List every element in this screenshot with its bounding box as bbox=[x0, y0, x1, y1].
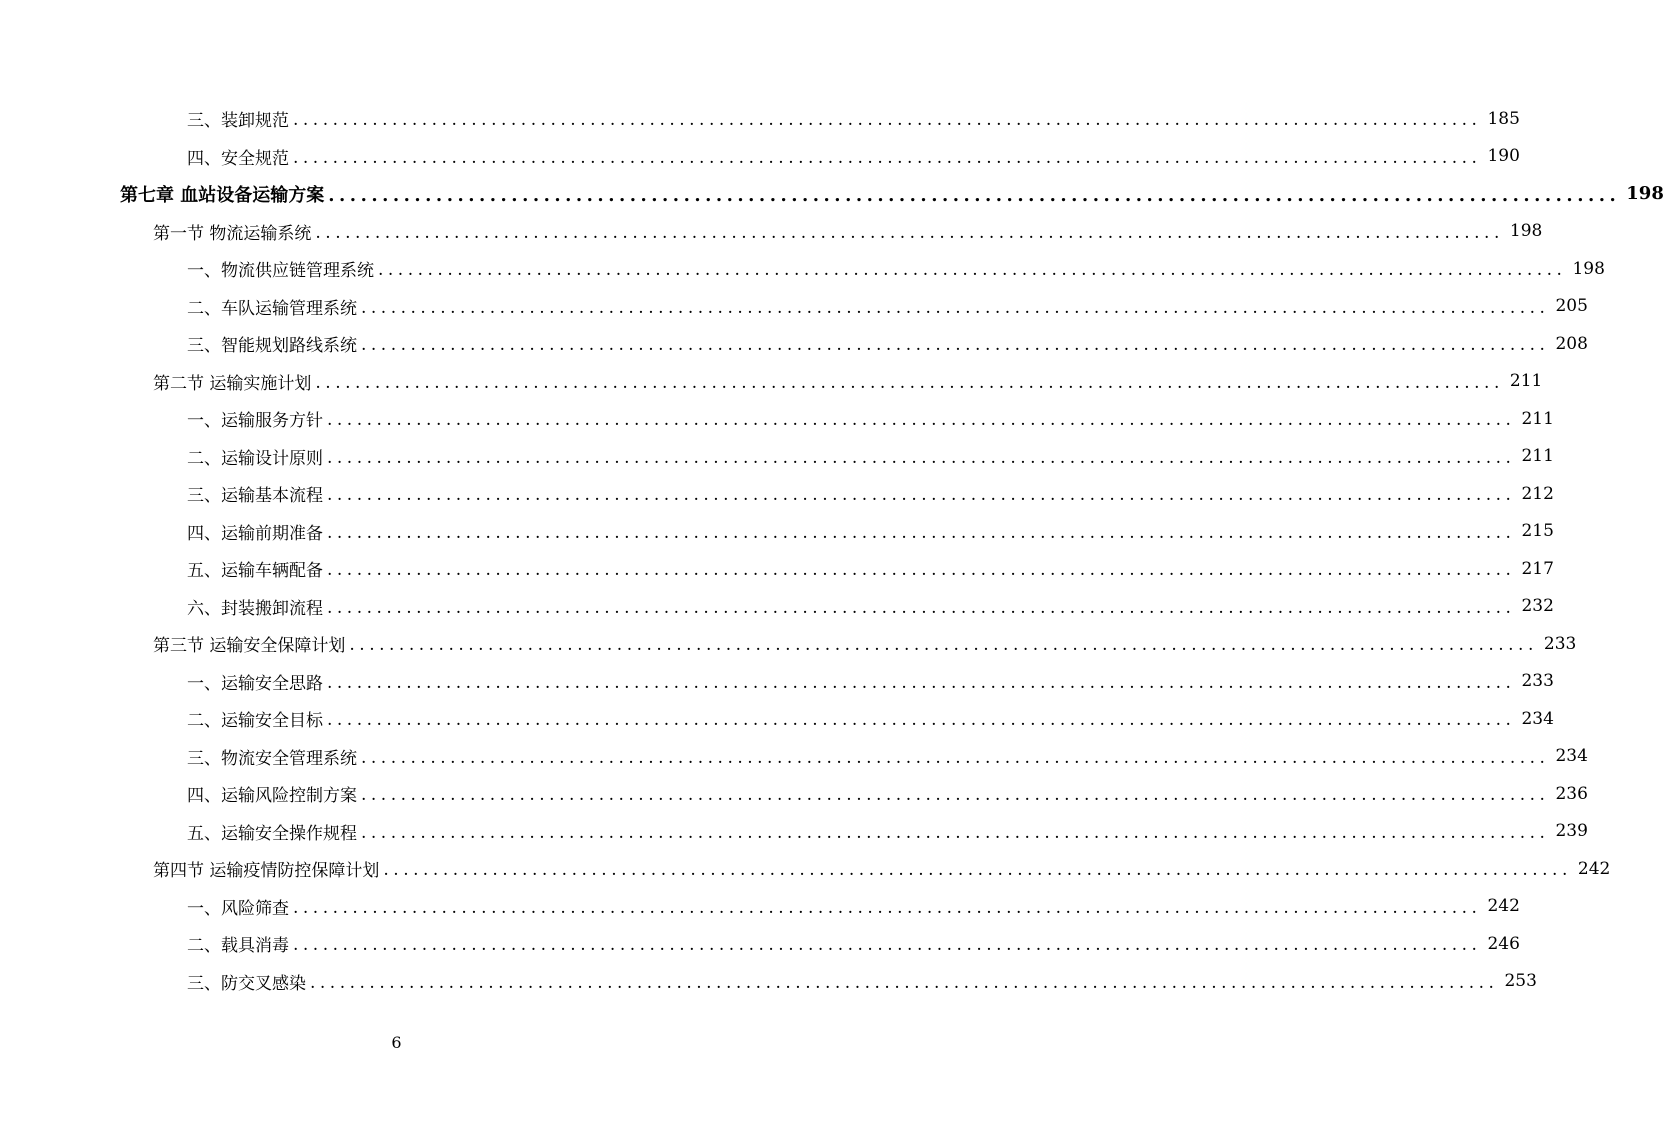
toc-dot-leader: ........................................................................................................................ bbox=[349, 635, 1538, 656]
toc-dot-leader: ........................................................................................................................ bbox=[327, 485, 1516, 506]
toc-entry-page-number: 242 bbox=[1487, 896, 1520, 917]
toc-entry-title: 四、运输前期准备 bbox=[187, 523, 323, 544]
toc-entry-item[interactable] bbox=[0, 925, 1520, 963]
toc-entry-section[interactable] bbox=[0, 625, 1577, 663]
toc-dot-leader: ........................................................................................................................ bbox=[327, 560, 1516, 581]
toc-dot-leader: ........................................................................................................................ bbox=[293, 110, 1482, 131]
toc-entry-item[interactable] bbox=[0, 588, 1554, 626]
toc-dot-leader: ........................................................................................................................ bbox=[361, 335, 1550, 356]
toc-entry-page-number: 242 bbox=[1577, 858, 1611, 879]
toc-entry-page-number: 211 bbox=[1521, 408, 1554, 429]
toc-entry-item[interactable] bbox=[0, 738, 1588, 776]
toc-entry-title: 四、运输风险控制方案 bbox=[187, 786, 357, 807]
toc-entry-page-number: 234 bbox=[1555, 746, 1588, 767]
toc-entry-page-number: 232 bbox=[1521, 596, 1554, 617]
toc-dot-leader: ........................................................................................................................ bbox=[293, 147, 1482, 168]
toc-entry-item[interactable] bbox=[0, 325, 1588, 363]
toc-entry-section[interactable] bbox=[0, 850, 1611, 888]
toc-entry-item[interactable] bbox=[0, 663, 1554, 701]
toc-dot-leader: ........................................................................................................................ bbox=[327, 597, 1516, 618]
toc-entry-page-number: 198 bbox=[1509, 221, 1543, 242]
toc-dot-leader: ........................................................................................................................ bbox=[293, 935, 1482, 956]
toc-entry-page-number: 205 bbox=[1555, 296, 1588, 317]
toc-entry-item[interactable] bbox=[0, 438, 1554, 476]
toc-entry-page-number: 233 bbox=[1543, 633, 1577, 654]
toc-dot-leader: ........................................................................................................................ bbox=[327, 672, 1516, 693]
toc-entry-title: 二、运输设计原则 bbox=[187, 448, 323, 469]
toc-entry-title: 三、运输基本流程 bbox=[187, 486, 323, 507]
toc-entry-page-number: 185 bbox=[1487, 108, 1520, 129]
toc-entry-title: 二、车队运输管理系统 bbox=[187, 298, 357, 319]
toc-entry-item[interactable] bbox=[0, 475, 1554, 513]
toc-entry-title: 五、运输车辆配备 bbox=[187, 561, 323, 582]
toc-entry-page-number: 212 bbox=[1521, 483, 1554, 504]
toc-entry-title: 二、运输安全目标 bbox=[187, 711, 323, 732]
toc-entry-page-number: 198 bbox=[1572, 258, 1605, 279]
toc-dot-leader: ........................................................................................................................ bbox=[327, 522, 1516, 543]
toc-entry-item[interactable] bbox=[0, 250, 1605, 288]
toc-dot-leader: ........................................................................................................................ bbox=[327, 410, 1516, 431]
toc-dot-leader: ........................................................................................................................ bbox=[361, 747, 1550, 768]
toc-entry-section[interactable] bbox=[0, 213, 1543, 251]
toc-entry-item[interactable] bbox=[0, 400, 1554, 438]
toc-entry-page-number: 190 bbox=[1487, 146, 1520, 167]
toc-entry-page-number: 208 bbox=[1555, 333, 1588, 354]
page-number: 6 bbox=[391, 1033, 402, 1052]
toc-entry-page-number: 215 bbox=[1521, 521, 1554, 542]
toc-entry-item[interactable] bbox=[0, 700, 1554, 738]
toc-dot-leader: ........................................................................................................................ bbox=[328, 184, 1621, 206]
toc-entry-item[interactable] bbox=[0, 963, 1537, 1001]
toc-entry-title: 五、运输安全操作规程 bbox=[187, 823, 357, 844]
toc-entry-page-number: 233 bbox=[1521, 671, 1554, 692]
toc-entry-title: 六、封装搬卸流程 bbox=[187, 598, 323, 619]
toc-entry-page-number: 198 bbox=[1626, 183, 1664, 205]
toc-entry-title: 第七章 血站设备运输方案 bbox=[120, 184, 325, 206]
toc-entry-page-number: 217 bbox=[1521, 558, 1554, 579]
toc-entry-item[interactable] bbox=[0, 100, 1520, 138]
toc-entry-title: 第一节 物流运输系统 bbox=[153, 223, 312, 244]
toc-entry-title: 三、防交叉感染 bbox=[187, 973, 306, 994]
toc-entry-title: 第二节 运输实施计划 bbox=[153, 373, 312, 394]
toc-dot-leader: ........................................................................................................................ bbox=[378, 260, 1567, 281]
toc-dot-leader: ........................................................................................................................ bbox=[310, 972, 1499, 993]
toc-entry-title: 一、运输安全思路 bbox=[187, 673, 323, 694]
toc-entry-title: 四、安全规范 bbox=[187, 148, 289, 169]
toc-entry-title: 三、智能规划路线系统 bbox=[187, 336, 357, 357]
toc-entry-item[interactable] bbox=[0, 888, 1520, 926]
toc-entry-section[interactable] bbox=[0, 363, 1543, 401]
toc-entry-page-number: 246 bbox=[1487, 933, 1520, 954]
toc-entry-title: 二、载具消毒 bbox=[187, 936, 289, 957]
toc-entry-page-number: 253 bbox=[1504, 971, 1537, 992]
toc-dot-leader: ........................................................................................................................ bbox=[327, 710, 1516, 731]
toc-entry-title: 一、运输服务方针 bbox=[187, 411, 323, 432]
toc-entry-item[interactable] bbox=[0, 775, 1588, 813]
toc-entry-title: 一、物流供应链管理系统 bbox=[187, 261, 374, 282]
toc-entry-title: 三、装卸规范 bbox=[187, 111, 289, 132]
toc-entry-item[interactable] bbox=[0, 288, 1588, 326]
toc-entry-page-number: 211 bbox=[1509, 371, 1543, 392]
toc-entry-page-number: 236 bbox=[1555, 783, 1588, 804]
toc-entry-item[interactable] bbox=[0, 550, 1554, 588]
toc-dot-leader: ........................................................................................................................ bbox=[293, 897, 1482, 918]
toc-entry-item[interactable] bbox=[0, 813, 1588, 851]
toc-dot-leader: ........................................................................................................................ bbox=[361, 297, 1550, 318]
toc-dot-leader: ........................................................................................................................ bbox=[315, 222, 1504, 243]
toc-entry-item[interactable] bbox=[0, 138, 1520, 176]
toc-entry-page-number: 239 bbox=[1555, 821, 1588, 842]
toc-dot-leader: ........................................................................................................................ bbox=[327, 447, 1516, 468]
toc-dot-leader: ........................................................................................................................ bbox=[361, 822, 1550, 843]
table-of-contents bbox=[0, 100, 1664, 1000]
toc-entry-title: 三、物流安全管理系统 bbox=[187, 748, 357, 769]
toc-entry-title: 一、风险筛查 bbox=[187, 898, 289, 919]
toc-entry-title: 第三节 运输安全保障计划 bbox=[153, 636, 346, 657]
toc-entry-title: 第四节 运输疫情防控保障计划 bbox=[153, 861, 380, 882]
toc-entry-page-number: 234 bbox=[1521, 708, 1554, 729]
toc-dot-leader: ........................................................................................................................ bbox=[361, 785, 1550, 806]
toc-dot-leader: ........................................................................................................................ bbox=[383, 860, 1572, 881]
toc-entry-page-number: 211 bbox=[1521, 446, 1554, 467]
toc-entry-item[interactable] bbox=[0, 513, 1554, 551]
toc-entry-chapter[interactable] bbox=[0, 175, 1664, 213]
toc-dot-leader: ........................................................................................................................ bbox=[315, 372, 1504, 393]
